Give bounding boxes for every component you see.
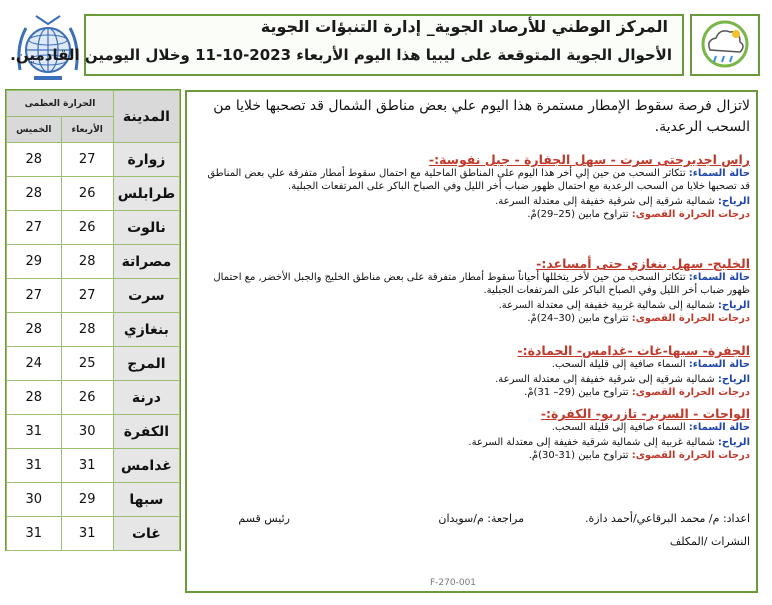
cell-city: طرابلس — [113, 177, 179, 211]
cell-wednesday: 28 — [61, 313, 113, 347]
region-sky — [205, 167, 750, 193]
cell-thursday: 28 — [7, 381, 62, 415]
cell-city: غدامس — [113, 449, 179, 483]
temp-text: تتراوح مابين (25–29)مْ. — [527, 209, 629, 220]
region-temp — [205, 208, 750, 221]
cell-thursday: 31 — [7, 517, 62, 551]
wind-label: الرياح: — [717, 374, 750, 385]
temp-text: تتراوح مابين (31-30)مْ. — [528, 450, 629, 461]
cell-wednesday: 29 — [61, 483, 113, 517]
table-row — [7, 483, 180, 517]
weather-cloud-sun-logo-icon — [690, 14, 760, 76]
cell-city: درنة — [113, 381, 179, 415]
intro-text: لاتزال فرصة سقوط الإمطار مستمرة هذا اليوم علي بعض مناطق الشمال قد تصحبها خلايا من السحب الرعدية. — [213, 98, 750, 135]
cell-thursday: 30 — [7, 483, 62, 517]
sky-label: حالة السماء: — [688, 272, 750, 283]
cell-thursday: 27 — [7, 211, 62, 245]
table-row — [7, 381, 180, 415]
cell-city: المرج — [113, 347, 179, 381]
region-title: الواحات - السرير- تازربو- الكفرة:- — [540, 406, 750, 421]
cell-wednesday: 26 — [61, 177, 113, 211]
temp-text: تتراوح مابين (29– 31)مْ. — [524, 387, 629, 398]
region-block-4 — [205, 406, 750, 462]
region-block-2 — [205, 256, 750, 325]
table-row — [7, 211, 180, 245]
head-of-section: رئيس قسم — [238, 512, 290, 525]
cell-city: غات — [113, 517, 179, 551]
table-row — [7, 517, 180, 551]
cell-wednesday: 31 — [61, 449, 113, 483]
region-temp — [205, 386, 750, 399]
sky-label: حالة السماء: — [688, 422, 750, 433]
cell-city: نالوت — [113, 211, 179, 245]
region-block-3 — [205, 343, 750, 399]
sky-text: السماء صافية إلى قليلة السحب. — [551, 422, 686, 433]
table-row — [7, 177, 180, 211]
region-block-1 — [205, 152, 750, 221]
sky-text: تتكاثر السحب من حين لأخر يتخللها أحياناً سقوط أمطار متفرقة على بعض مناطق الخليج والجبل الأخضر, مع احتمال ظهور ضباب أخر الليل وفي الصباح الباكر على المرتفعات الجبلية. — [213, 272, 750, 296]
wind-text: شمالية شرقية إلى شرقية خفيفة إلى معتدلة السرعة. — [495, 374, 715, 385]
form-code: F-270-001 — [430, 578, 477, 588]
sky-text: السماء صافية إلى قليلة السحب. — [551, 359, 686, 370]
header-thursday: الخميس — [7, 117, 62, 143]
cell-wednesday: 27 — [61, 143, 113, 177]
region-sky — [205, 358, 750, 371]
table-row — [7, 347, 180, 381]
sky-label: حالة السماء: — [688, 168, 750, 179]
wind-label: الرياح: — [717, 437, 750, 448]
cell-city: سبها — [113, 483, 179, 517]
cell-thursday: 24 — [7, 347, 62, 381]
table-row — [7, 245, 180, 279]
cell-wednesday: 27 — [61, 279, 113, 313]
cell-wednesday: 30 — [61, 415, 113, 449]
cell-city: الكفرة — [113, 415, 179, 449]
cell-thursday: 29 — [7, 245, 62, 279]
region-temp — [205, 449, 750, 462]
header-city: المدينة — [113, 91, 179, 143]
temp-label: درجات الحرارة القصوى: — [631, 450, 750, 461]
cell-wednesday: 26 — [61, 381, 113, 415]
table-row — [7, 279, 180, 313]
region-title: الجفرة- سبها-غات -غدامس- الحمادة:- — [517, 343, 750, 358]
region-title: الخليج- سهل بنغازي حتى أمساعد:- — [536, 256, 750, 271]
duty-officer: النشرات /المكلف — [669, 535, 750, 548]
temperature-table — [6, 90, 180, 551]
sky-label: حالة السماء: — [688, 359, 750, 370]
cell-wednesday: 31 — [61, 517, 113, 551]
cell-thursday: 28 — [7, 143, 62, 177]
region-wind — [205, 436, 750, 449]
header-max-temp: الحرارة العظمى — [7, 91, 114, 117]
wind-text: شمالية شرقية إلى شرقية خفيفة إلى معتدلة السرعة. — [495, 196, 715, 207]
wind-text: شمالية غربية إلى شمالية شرقية خفيفة إلى معتدلة السرعة. — [468, 437, 715, 448]
page-title: المركز الوطني للأرصاد الجوية_ إدارة التنبؤات الجوية — [260, 17, 668, 36]
sky-text: تتكاثر السحب من حين إلي أخر هذا اليوم علي المناطق الماحلية مع احتمال سقوط أمطار متفرقة علي بعض المناطق قد تصحبها خلايا من السحب الرعدية مع احتمال ظهور ضباب أخر الليل وفي الصباح الباكر على المرتفعات الجبلية. — [207, 168, 750, 192]
wind-label: الرياح: — [717, 196, 750, 207]
table-row — [7, 143, 180, 177]
region-temp — [205, 312, 750, 325]
table-row — [7, 313, 180, 347]
temp-label: درجات الحرارة القصوى: — [631, 387, 750, 398]
cell-wednesday: 26 — [61, 211, 113, 245]
cell-city: مصراتة — [113, 245, 179, 279]
region-title: راس اجديرحتى سرت - سهل الجفارة - جبل نفوسة:- — [428, 152, 750, 167]
region-sky — [205, 271, 750, 297]
wind-text: شمالية إلى شمالية غربية خفيفة إلى معتدلة السرعة. — [498, 300, 715, 311]
region-wind — [205, 373, 750, 386]
table-row — [7, 415, 180, 449]
cell-wednesday: 28 — [61, 245, 113, 279]
prepared-by: اعداد: م/ محمد البرقاعي/أحمد دازة. — [584, 512, 750, 525]
region-wind — [205, 195, 750, 208]
temp-text: تتراوح مابين (30–24)مْ. — [527, 313, 629, 324]
cell-thursday: 31 — [7, 449, 62, 483]
cell-city: سرت — [113, 279, 179, 313]
wind-label: الرياح: — [717, 300, 750, 311]
header-wednesday: الأربعاء — [61, 117, 113, 143]
cell-thursday: 27 — [7, 279, 62, 313]
cell-thursday: 28 — [7, 313, 62, 347]
page-subtitle: الأحوال الجوية المتوقعة على ليبيا هذا اليوم الأربعاء 2023-10-11 وخلال اليومين القادمين. — [10, 46, 672, 64]
cell-city: بنغازي — [113, 313, 179, 347]
reviewed-by: مراجعة: م/سويدان — [438, 512, 524, 525]
region-wind — [205, 299, 750, 312]
table-row — [7, 449, 180, 483]
cell-city: زوارة — [113, 143, 179, 177]
region-sky — [205, 421, 750, 434]
temp-label: درجات الحرارة القصوى: — [631, 209, 750, 220]
temp-label: درجات الحرارة القصوى: — [631, 313, 750, 324]
cell-thursday: 31 — [7, 415, 62, 449]
cell-wednesday: 25 — [61, 347, 113, 381]
cell-thursday: 28 — [7, 177, 62, 211]
